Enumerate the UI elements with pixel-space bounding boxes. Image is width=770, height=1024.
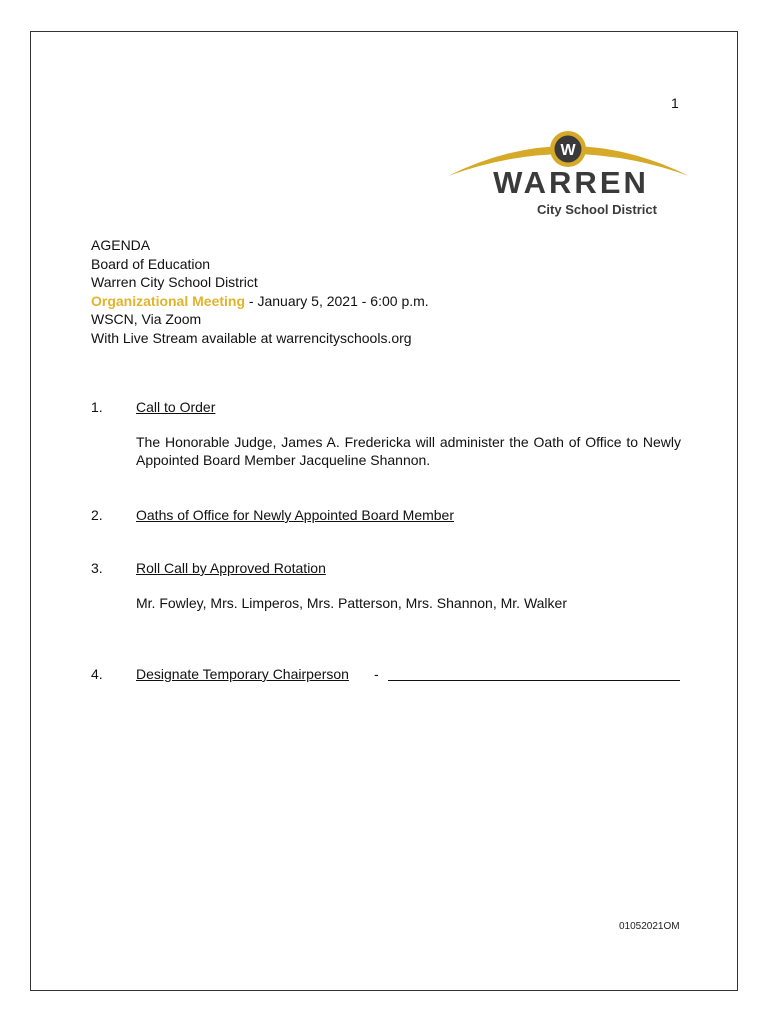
item-title: Oaths of Office for Newly Appointed Board Member — [136, 507, 455, 523]
item-number: 3. — [91, 560, 103, 576]
meeting-line — [91, 292, 429, 311]
document-page — [30, 31, 738, 991]
logo-graphic — [446, 124, 691, 222]
document-code: 01052021OM — [619, 921, 680, 932]
meeting-location: WSCN, Via Zoom — [91, 311, 202, 327]
chairperson-blank-line — [388, 680, 680, 681]
agenda-header — [91, 236, 429, 347]
roll-call-members: Mr. Fowley, Mrs. Limperos, Mrs. Patterson, Mrs. Shannon, Mr. Walker — [136, 595, 567, 611]
page-number: 1 — [671, 95, 679, 111]
item-title: Roll Call by Approved Rotation — [136, 560, 326, 576]
item-title: Call to Order — [136, 399, 216, 415]
logo-subtitle: City School District — [537, 202, 657, 217]
agenda-title: AGENDA — [91, 237, 151, 253]
district-name: Warren City School District — [91, 274, 258, 290]
meeting-type-label: Organizational Meeting — [91, 292, 246, 309]
live-stream-note: With Live Stream available at warrencityschools.org — [91, 329, 412, 346]
logo-emblem-letter: W — [560, 142, 576, 159]
board-name: Board of Education — [91, 255, 211, 272]
warren-logo — [446, 124, 691, 222]
item-title: Designate Temporary Chairperson — [136, 666, 349, 682]
meeting-date-time: - January 5, 2021 - 6:00 p.m. — [245, 292, 429, 309]
item-number: 1. — [91, 399, 103, 415]
item-description: The Honorable Judge, James A. Fredericka will administer the Oath of Office to Newly Appointed Board Member Jacqueline Shannon. — [136, 434, 681, 468]
item-number: 2. — [91, 507, 103, 523]
item-number: 4. — [91, 666, 103, 682]
logo-wordmark: WARREN — [493, 165, 649, 200]
item-separator: - — [374, 666, 379, 682]
